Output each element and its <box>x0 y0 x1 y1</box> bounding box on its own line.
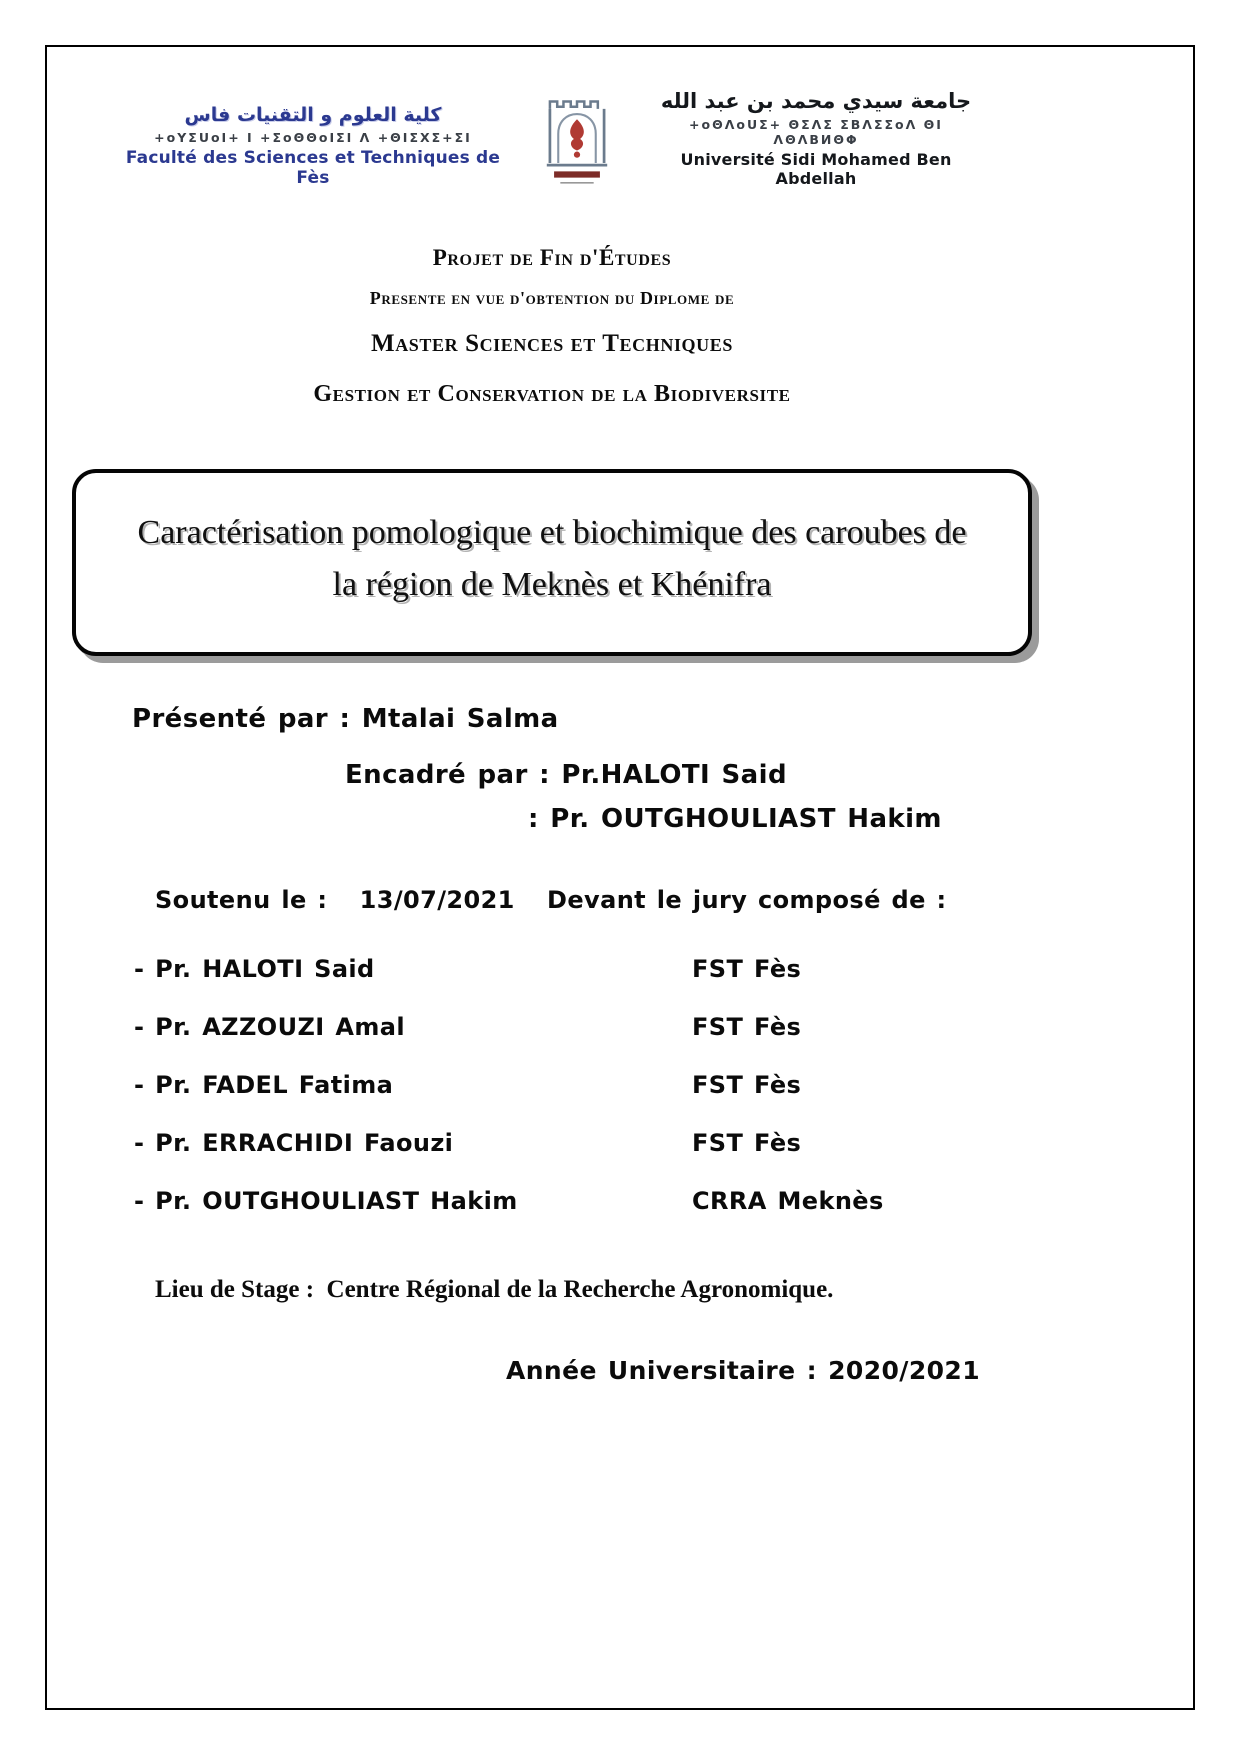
jury-member-name: - Pr. HALOTI Said <box>134 955 375 984</box>
internship-location-line: Lieu de Stage : Centre Régional de la Recherche Agronomique. <box>155 1276 834 1304</box>
jury-row <box>72 940 1032 998</box>
jury-member-affiliation: FST Fès <box>692 1129 802 1158</box>
jury-member-name: - Pr. FADEL Fatima <box>134 1071 394 1100</box>
thesis-title <box>88 507 1016 612</box>
jury-row <box>72 1114 1032 1172</box>
jury-member-name: - Pr. OUTGHOULIAST Hakim <box>134 1187 518 1216</box>
jury-list <box>72 940 1032 1230</box>
thesis-title-line-2: la région de Meknès et Khénifra <box>332 566 772 604</box>
thesis-title-line-1: Caractérisation pomologique et biochimique des caroubes de <box>137 513 967 551</box>
jury-member-affiliation: FST Fès <box>692 1071 802 1100</box>
degree-line: Master Sciences et Techniques <box>371 329 733 357</box>
faculty-block <box>123 104 503 189</box>
institution-header <box>72 0 1032 188</box>
defense-date-line: Soutenu le : 13/07/2021 Devant le jury composé de : <box>155 886 947 915</box>
document-intro <box>72 244 1032 409</box>
jury-row <box>72 1056 1032 1114</box>
jury-member-affiliation: FST Fès <box>692 955 802 984</box>
university-block <box>651 88 981 188</box>
jury-row <box>72 1172 1032 1230</box>
university-latin-name: Université Sidi Mohamed Ben Abdellah <box>680 150 952 189</box>
supervisor-line-1: Encadré par : Pr.HALOTI Said <box>345 760 787 791</box>
presented-by-line: Présenté par : Mtalai Salma <box>132 704 559 735</box>
jury-member-name: - Pr. ERRACHIDI Faouzi <box>134 1129 454 1158</box>
document-type-heading: Projet de Fin d'Études <box>432 245 672 271</box>
jury-member-affiliation: FST Fès <box>692 1013 802 1042</box>
specialty-line: Gestion et Conservation de la Biodiversite <box>313 380 791 407</box>
supervisor-line-2: : Pr. OUTGHOULIAST Hakim <box>528 804 942 835</box>
university-logo-icon <box>529 88 625 188</box>
faculty-arabic-name: كلية العلوم و التقنيات فاس <box>184 103 442 126</box>
faculty-latin-name: Faculté des Sciences et Techniques de Fès <box>125 148 501 189</box>
jury-member-affiliation: CRRA Meknès <box>692 1187 884 1216</box>
purpose-line: Presente en vue d'obtention du Diplome de <box>369 288 735 308</box>
jury-member-name: - Pr. AZZOUZI Amal <box>134 1013 405 1042</box>
jury-row <box>72 998 1032 1056</box>
university-arabic-name: جامعة سيدي محمد بن عبد الله <box>660 89 972 113</box>
thesis-title-box <box>72 469 1032 656</box>
academic-year-line: Année Universitaire : 2020/2021 <box>505 1356 980 1386</box>
university-tifinagh-name: +oΘΛoUΣ+ ΘΣΛΣ ΣBΛΣΣoΛ ΘI ΛΘΛBИΘΦ <box>689 117 943 148</box>
faculty-tifinagh-name: +oYΣUoI+ I +ΣoΘΘoIΣI Λ +ΘIΣXΣ+ΣI <box>154 130 472 146</box>
content-column <box>72 0 1032 1385</box>
